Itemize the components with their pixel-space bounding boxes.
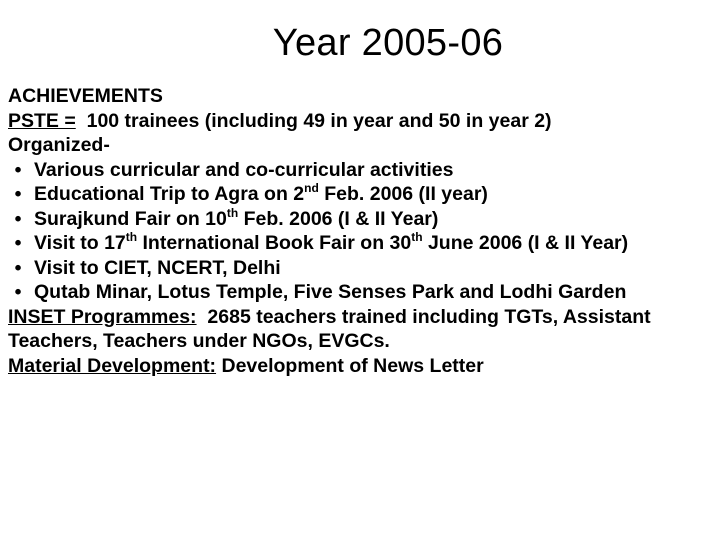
bullet-text-part: International Book Fair on 30	[137, 232, 412, 254]
bullet-icon: •	[14, 256, 22, 279]
bullet-text-part: Visit to 17	[34, 232, 126, 254]
list-item	[8, 280, 714, 305]
slide-title: Year 2005-06	[272, 22, 504, 64]
ordinal-suffix: th	[125, 230, 138, 244]
material-text: Development of News Letter	[221, 354, 484, 377]
pste-line	[8, 109, 714, 134]
bullet-text	[34, 183, 488, 205]
achievements-heading: ACHIEVEMENTS	[8, 85, 163, 107]
bullet-icon: •	[14, 232, 22, 254]
bullet-icon: •	[14, 281, 22, 303]
list-item	[8, 158, 714, 183]
bullet-icon: •	[14, 158, 22, 181]
bullet-text	[34, 205, 439, 230]
activities-list	[8, 158, 714, 305]
pste-label: PSTE =	[8, 109, 76, 132]
bullet-text-part: Feb. 2006 (II year)	[318, 183, 488, 205]
bullet-text	[34, 232, 628, 254]
ordinal-suffix: th	[226, 205, 239, 220]
ordinal-suffix: nd	[304, 181, 319, 195]
list-item	[8, 231, 714, 256]
bullet-icon: •	[14, 207, 22, 230]
ordinal-suffix: th	[411, 230, 423, 244]
bullet-text-part: Educational Trip to Agra on 2	[34, 183, 305, 205]
inset-text: 2685 teachers trained including TGTs, Assistant Teachers, Teachers under NGOs, EVGCs.	[8, 305, 651, 352]
bullet-text: Various curricular and co-curricular activities	[34, 158, 454, 181]
list-item	[8, 207, 714, 232]
list-item	[8, 182, 714, 207]
pste-text: 100 trainees (including 49 in year and 50 in year 2)	[86, 109, 552, 132]
bullet-text: Qutab Minar, Lotus Temple, Five Senses Park and Lodhi Garden	[34, 281, 627, 303]
bullet-text: Visit to CIET, NCERT, Delhi	[34, 256, 281, 279]
material-paragraph	[8, 354, 714, 379]
bullet-text-part: June 2006 (I & II Year)	[422, 232, 629, 254]
list-item	[8, 256, 714, 281]
bullet-text-part: Surajkund Fair on 10	[34, 207, 227, 230]
bullet-text-part: Feb. 2006 (I & II Year)	[238, 207, 439, 230]
bullet-icon: •	[14, 183, 22, 205]
material-label: Material Development:	[8, 354, 217, 377]
organized-heading: Organized-	[8, 134, 110, 156]
inset-label: INSET Programmes:	[8, 305, 197, 328]
inset-paragraph	[8, 305, 714, 354]
slide-content	[8, 84, 714, 378]
